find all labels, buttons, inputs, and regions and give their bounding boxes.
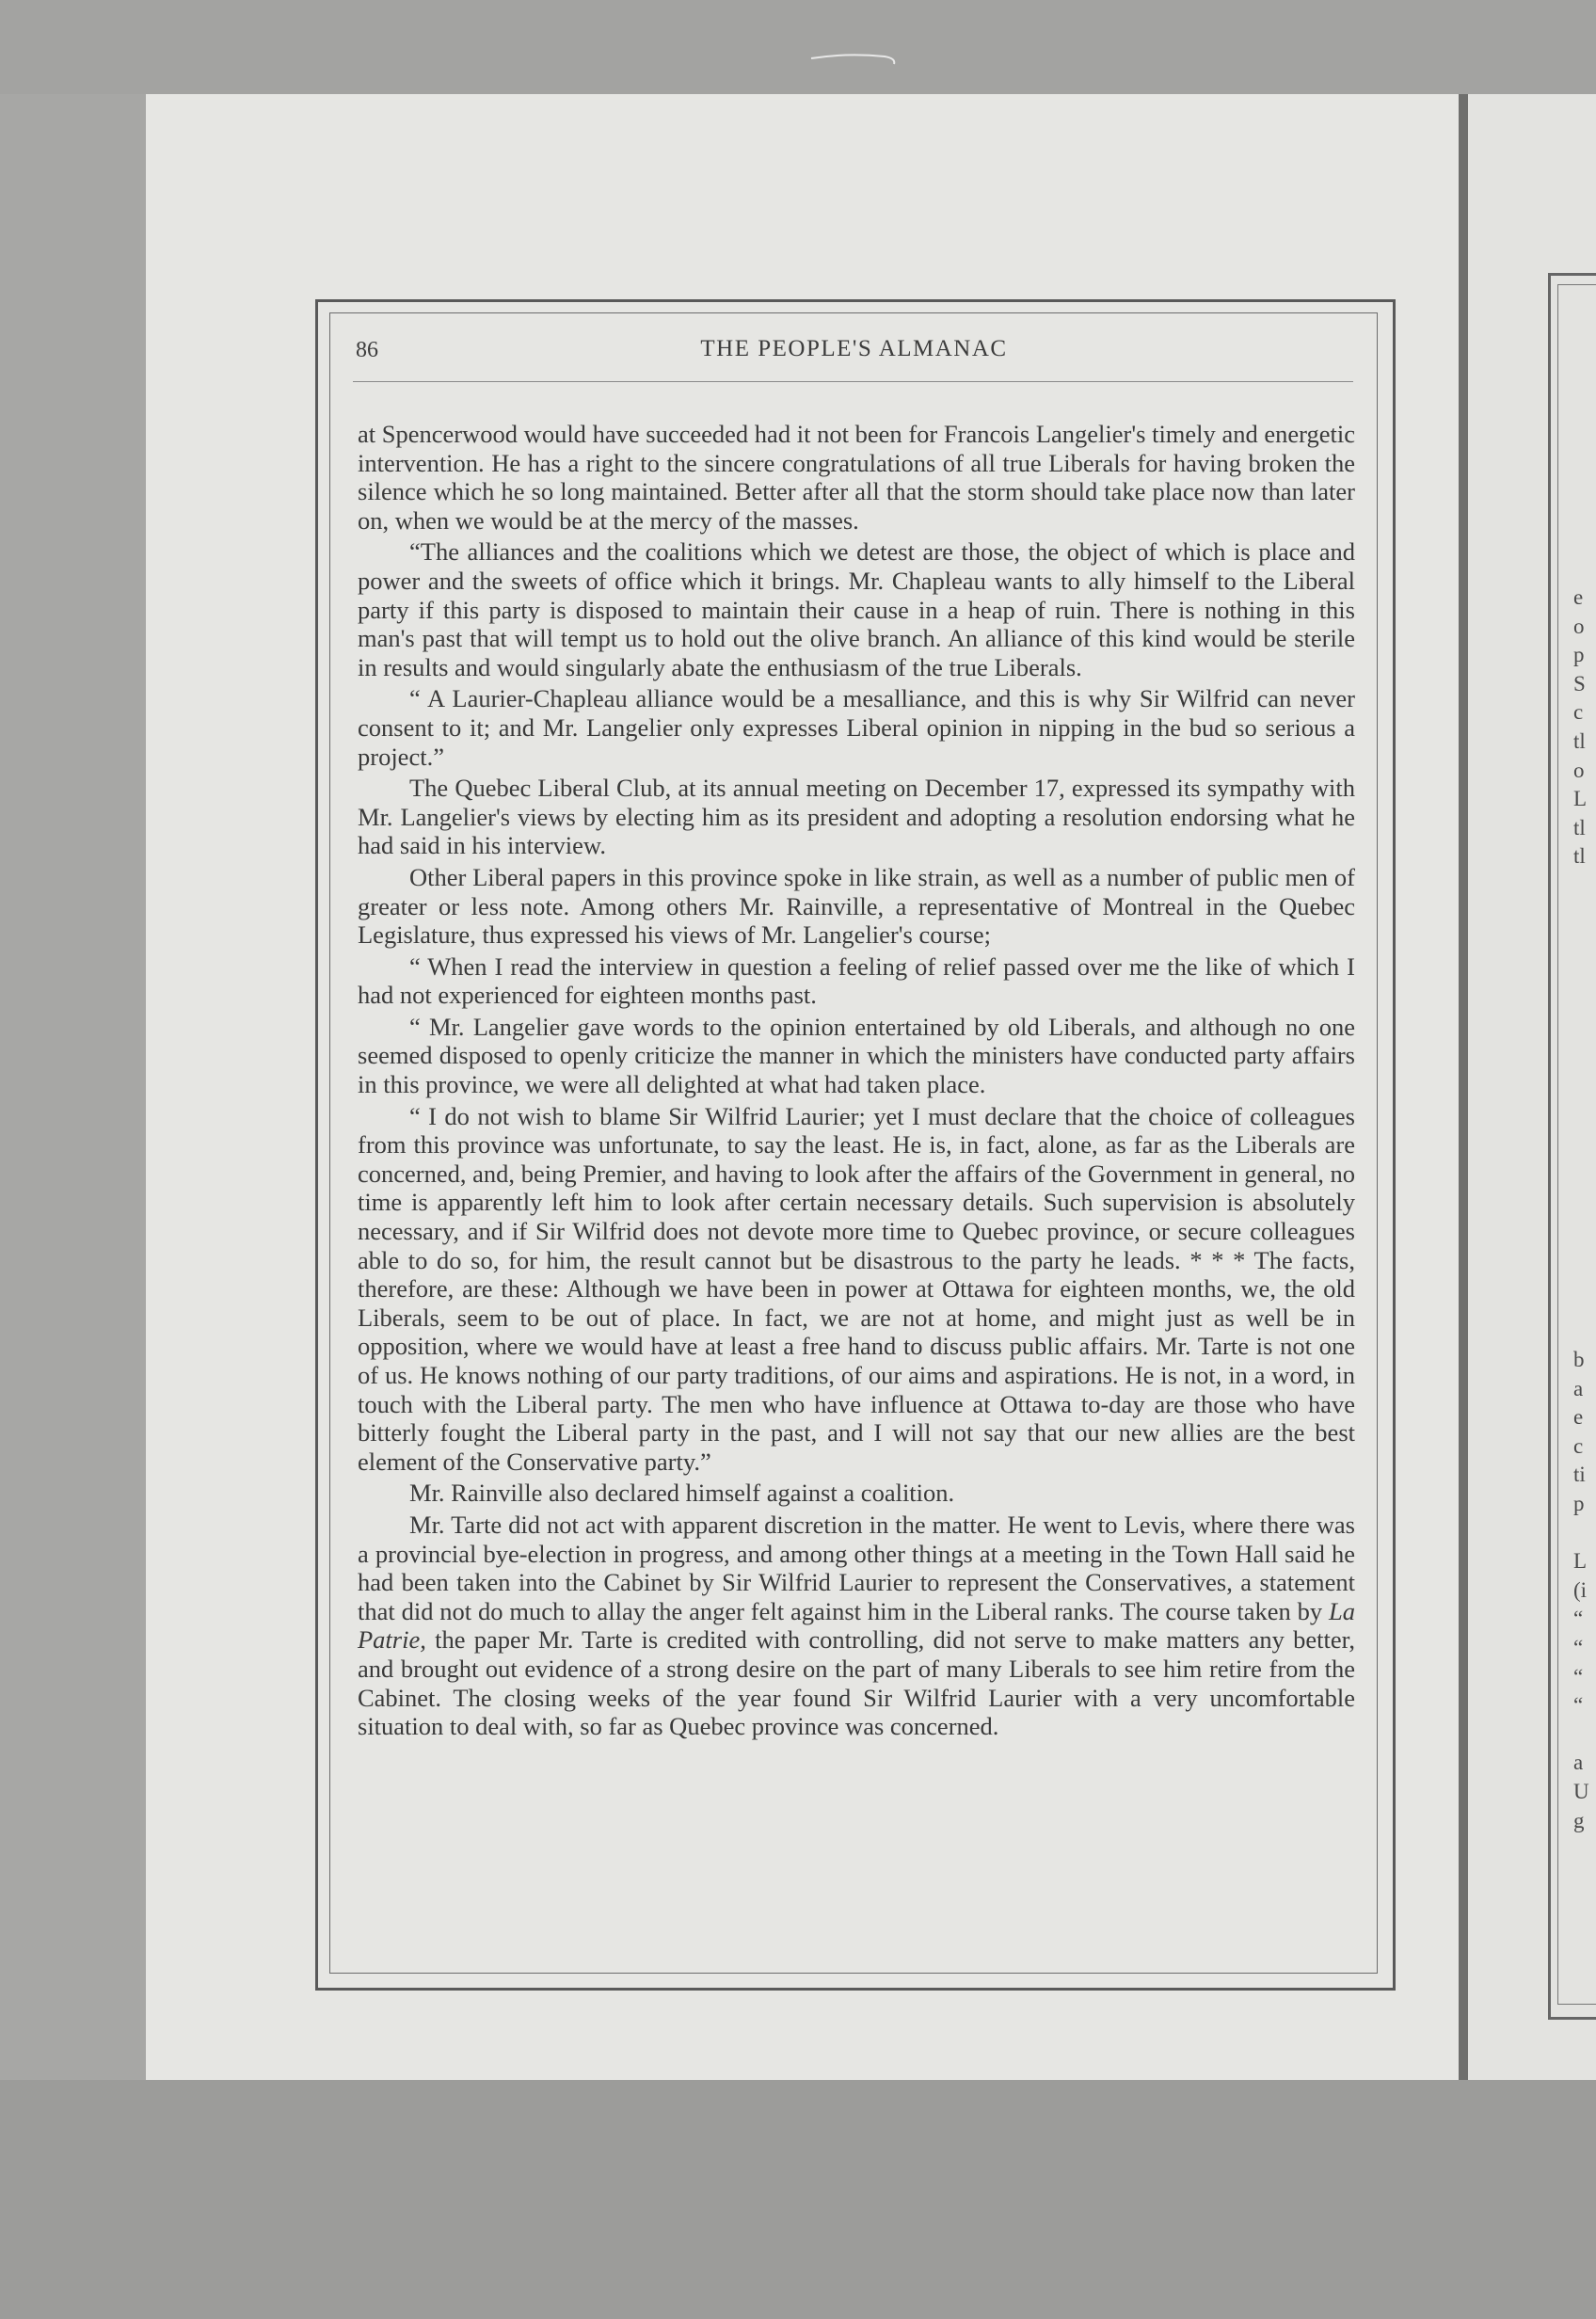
adjacent-page-fragment: tl [1573, 728, 1586, 753]
adjacent-page-fragment: e [1573, 585, 1584, 609]
adjacent-page-fragment: S [1573, 671, 1586, 696]
adjacent-page-text-lower [1573, 1346, 1589, 1835]
adjacent-page-fragment: tl [1573, 844, 1586, 869]
adjacent-page-fragment: “ [1573, 1664, 1584, 1688]
paragraph: “ Mr. Langelier gave words to the opinion entertained by old Liberals, and although no one seemed disposed to openly criticize the manner in which the ministers have conducted party affairs in this province, we were all delighted at what had taken place. [358, 1012, 1355, 1099]
page-header [353, 334, 1355, 372]
adjacent-page-fragment: p [1573, 643, 1585, 667]
adjacent-page-fragment: L [1573, 787, 1588, 811]
article-body [358, 420, 1355, 1744]
scan-background-bottom [0, 2080, 1596, 2319]
header-rule [353, 381, 1353, 382]
paragraph: Mr. Rainville also declared himself against a coalition. [409, 1479, 955, 1508]
adjacent-page-fragment: a [1573, 1376, 1584, 1400]
adjacent-page-fragment: ti [1573, 1463, 1586, 1487]
adjacent-page-fragment: L [1573, 1549, 1588, 1574]
adjacent-page-fragment: o [1573, 614, 1585, 638]
adjacent-page-fragment: a [1573, 1751, 1584, 1775]
paragraph-last [358, 1511, 1355, 1741]
adjacent-page-fragment: b [1573, 1348, 1585, 1371]
adjacent-page-fragment: g [1573, 1808, 1585, 1832]
adjacent-page-fragment: c [1573, 1433, 1584, 1458]
paragraph: “ A Laurier-Chapleau alliance would be a mesalliance, and this is why Sir Wilfrid can never consent to it; and Mr. Langelier only expresses Liberal opinion in nipping in the bud so serious a project.” [358, 684, 1355, 771]
paragraph-text: Mr. Tarte did not act with apparent discretion in the matter. He went to Levis, where there was a provincial bye-election in progress, and among other things at a meeting in the Town Hall said he had been taken into the Cabinet by Sir Wilfrid Laurier to represent the Conservatives, a statement that did not do much to allay the anger felt against him in the Liberal ranks. The course taken by [358, 1510, 1355, 1625]
adjacent-page-fragment: “ [1573, 1607, 1584, 1631]
newspaper-title: La Patrie, [358, 1596, 1355, 1655]
page-number: 86 [356, 338, 378, 362]
paragraph: “The alliances and the coalitions which we detest are those, the object of which is place and power and the sweets of office which it brings. Mr. Chapleau wants to ally himself to the Liberal party if this party is disposed to maintain their cause in a heap of ruin. There is nothing in this man's past that will tempt us to hold out the olive branch. An alliance of this kind would be sterile in results and would singularly abate the enthusiasm of the true Liberals. [358, 537, 1355, 681]
paragraph: at Spencerwood would have succeeded had it not been for Francois Langelier's timely and energetic intervention. He has a right to the sincere congratulations of all true Liberals for having broken the silence which he so long maintained. Better after all that the storm should take place now than later on, when we would be at the mercy of the masses. [358, 420, 1355, 535]
adjacent-page-fragment: “ [1573, 1693, 1584, 1718]
book-spine-gutter [1459, 94, 1468, 2080]
adjacent-page-fragment: o [1573, 758, 1585, 782]
adjacent-page-fragment: (i [1573, 1577, 1588, 1602]
scan-scratch-mark [809, 49, 903, 66]
adjacent-page-fragment: c [1573, 700, 1584, 725]
adjacent-page-fragment: e [1573, 1405, 1584, 1430]
scan-background-top [0, 0, 1596, 94]
adjacent-page-fragment: “ [1573, 1635, 1584, 1659]
adjacent-page-fragment [1573, 1519, 1589, 1548]
paragraph: “ When I read the interview in question a feeling of relief passed over me the like of which I had not experienced for eighteen months past. [358, 952, 1355, 1010]
running-head-title: THE PEOPLE'S ALMANAC [700, 336, 1008, 361]
adjacent-page-fragment: tl [1573, 815, 1586, 840]
paragraph: The Quebec Liberal Club, at its annual meeting on December 17, expressed its sympathy with Mr. Langelier's views by electing him as its president and adopting a resolution endorsing what he had said in his interview. [358, 774, 1355, 860]
paragraph: Other Liberal papers in this province spoke in like strain, as well as a number of public men of greater or less note. Among others Mr. Rainville, a representative of Montreal in the Quebec Legislature, thus expressed his views of Mr. Langelier's course; [358, 862, 1355, 950]
paragraph-text: the paper Mr. Tarte is credited with controlling, did not serve to make matters any better, and brought out evidence of a strong desire on the part of many Liberals to see him retire from the Cabinet. The closing weeks of the year found Sir Wilfrid Laurier with a very uncomfortable situation to deal with, so far as Quebec province was concerned. [358, 1625, 1355, 1741]
adjacent-page-fragment [1573, 1720, 1589, 1750]
adjacent-page-fragment: U [1573, 1779, 1589, 1803]
adjacent-page-text-upper [1573, 584, 1587, 872]
adjacent-page-fragment: p [1573, 1491, 1585, 1515]
paragraph: “ I do not wish to blame Sir Wilfrid Laurier; yet I must declare that the choice of colleagues from this province was unfortunate, to say the least. He is, in fact, alone, as far as the Liberals are concerned, and, being Premier, and having to look after the affairs of the Government in general, no time is apparently left him to look after certain necessary details. Such supervision is absolutely necessary, and if Sir Wilfrid does not devote more time to Quebec province, or secure colleagues able to do so, for him, the result cannot but be disastrous to the party he leads. * * * The facts, therefore, are these: Although we have been in power at Ottawa for eighteen months, we, the old Liberals, seem to be out of place. In fact, we are not at home, and might just as well be in opposition, where we would have at least a free hand to discuss public affairs. Mr. Tarte is not one of us. He knows nothing of our party traditions, of our aims and aspirations. He is not, in a word, in touch with the Liberal party. The men who have influence at Ottawa to-day are those who have bitterly fought the Liberal party in the past, and I will not say that our new allies are the best element of the Conservative party.” [358, 1101, 1355, 1476]
